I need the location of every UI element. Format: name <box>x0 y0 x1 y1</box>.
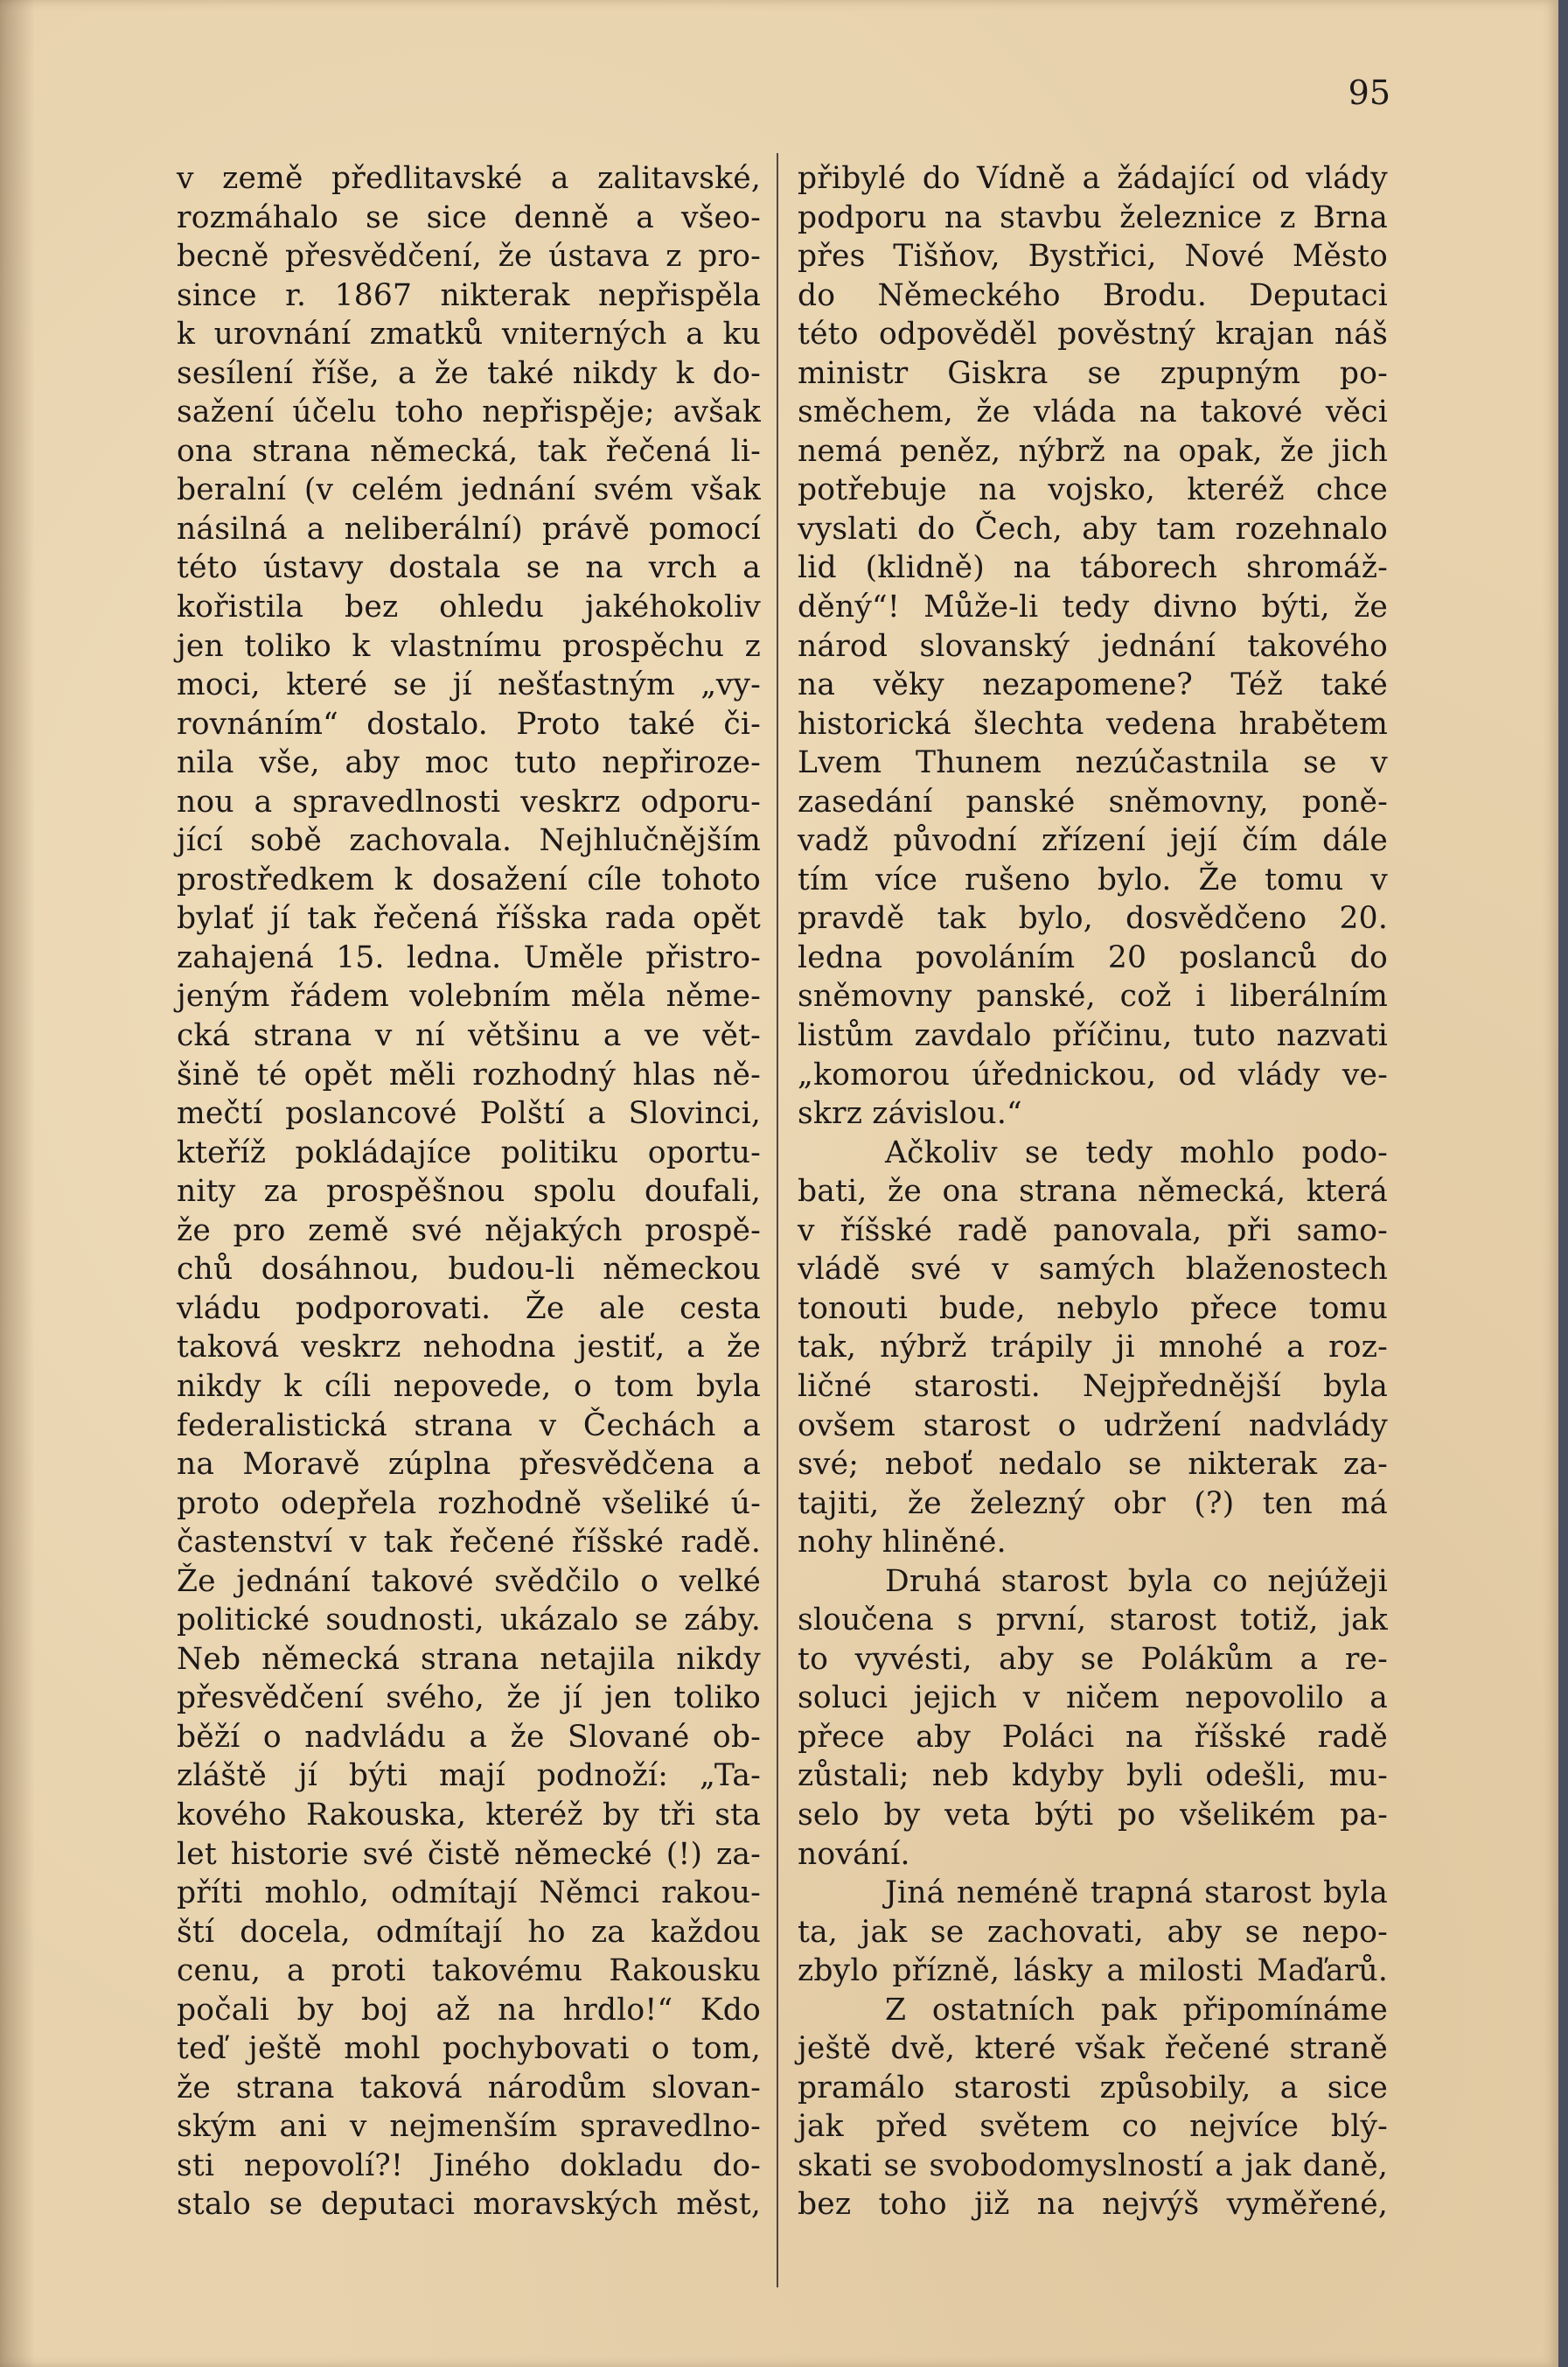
text-line: Neb německá strana netajila nikdy <box>177 1641 761 1677</box>
text-line: že pro země své nějakých prospě- <box>177 1212 761 1248</box>
text-line: teď ještě mohl pochybovati o tom, <box>177 2031 761 2067</box>
text-line: politické soudnosti, ukázalo se záby. <box>177 1602 761 1638</box>
text-line: vyslati do Čech, aby tam rozehnalo <box>798 511 1388 547</box>
text-line: zasedání panské sněmovny, poně- <box>798 784 1388 820</box>
text-line: nity za prospěšnou spolu doufali, <box>177 1174 761 1210</box>
text-line: tonouti bude, nebylo přece tomu <box>798 1290 1388 1326</box>
paragraph-start-line: Druhá starost byla co nejúžeji <box>885 1563 1388 1599</box>
text-line: tak, nýbrž trápily ji mnohé a roz- <box>798 1330 1388 1365</box>
text-line: Že jednání takové svědčilo o velké <box>177 1563 761 1599</box>
text-line: to vyvésti, aby se Polákům a re- <box>798 1641 1388 1677</box>
text-line: mečtí poslancové Polští a Slovinci, <box>177 1096 761 1132</box>
text-line: ona strana německá, tak řečená li- <box>177 433 761 469</box>
text-line: jící sobě zachovala. Nejhlučnějším <box>177 823 761 859</box>
text-line: jak před světem co nejvíce blý- <box>798 2109 1388 2145</box>
text-line: ským ani v nejmenším spravedlno- <box>177 2109 761 2145</box>
text-line: sloučena s první, starost totiž, jak <box>798 1602 1388 1638</box>
text-line: listům zavdalo příčinu, tuto nazvati <box>798 1018 1388 1054</box>
text-line: Lvem Thunem nezúčastnila se v <box>798 745 1388 781</box>
text-line: prostředkem k dosažení cíle tohoto <box>177 862 761 897</box>
text-line: ovšem starost o udržení nadvlády <box>798 1407 1388 1443</box>
text-line: častenství v tak řečené říšské radě. <box>177 1525 761 1561</box>
text-line: skati se svobodomyslností a jak daně, <box>798 2147 1388 2183</box>
text-line: vadž původní zřízení její čím dále <box>798 823 1388 859</box>
text-line: sti nepovolí?! Jiného dokladu do- <box>177 2147 761 2183</box>
page-gutter-shadow <box>0 0 35 2367</box>
text-line: v říšské radě panovala, při samo- <box>798 1212 1388 1248</box>
text-line: přes Tišňov, Bystřici, Nové Město <box>798 239 1388 275</box>
text-line: podporu na stavbu železnice z Brna <box>798 199 1388 235</box>
text-line: zbylo přízně, lásky a milosti Maďarů. <box>798 1953 1388 1989</box>
text-line: přesvědčení svého, že jí jen toliko <box>177 1680 761 1716</box>
text-line: lid (klidně) na táborech shromáž- <box>798 550 1388 586</box>
text-line: ještě dvě, které však řečené straně <box>798 2031 1388 2067</box>
text-line: vládu podporovati. Že ale cesta <box>177 1290 761 1326</box>
text-line: zláště jí býti mají podnoží: „Ta- <box>177 1758 761 1794</box>
text-line: federalistická strana v Čechách a <box>177 1407 761 1443</box>
text-line: kového Rakouska, kteréž by tři sta <box>177 1797 761 1833</box>
text-line: kořistila bez ohledu jakéhokoliv <box>177 590 761 625</box>
column-divider <box>777 153 778 2287</box>
text-line: beralní (v celém jednání svém však <box>177 472 761 508</box>
text-line: této ústavy dostala se na vrch a <box>177 550 761 586</box>
text-line: počali by boj až na hrdlo!“ Kdo <box>177 1992 761 2028</box>
text-line: nikdy k cíli nepovede, o tom byla <box>177 1368 761 1404</box>
text-line: sněmovny panské, což i liberálním <box>798 979 1388 1015</box>
text-line: proto odepřela rozhodně všeliké ú- <box>177 1485 761 1521</box>
text-line: ministr Giskra se zpupným po- <box>798 355 1388 391</box>
text-line: jeným řádem volebním měla něme- <box>177 979 761 1015</box>
text-line: ličné starosti. Nejpřednější byla <box>798 1368 1388 1404</box>
text-line: ští docela, odmítají ho za každou <box>177 1914 761 1950</box>
text-line: pramálo starosti způsobily, a sice <box>798 2070 1388 2105</box>
text-line: let historie své čistě německé (!) za- <box>177 1836 761 1872</box>
text-line: taková veskrz nehodna jestiť, a že <box>177 1330 761 1365</box>
text-line: vládě své v samých blaženostech <box>798 1252 1388 1288</box>
text-line: zahajená 15. ledna. Uměle přistro- <box>177 939 761 975</box>
left-text-column <box>177 159 761 2224</box>
text-line: cenu, a proti takovému Rakousku <box>177 1953 761 1989</box>
text-line: soluci jejich v ničem nepovolilo a <box>798 1680 1388 1716</box>
text-line: bylať jí tak řečená říšska rada opět <box>177 901 761 937</box>
text-line: na věky nezapomene? Též také <box>798 667 1388 703</box>
text-line: stalo se deputaci moravských měst, <box>177 2187 761 2223</box>
text-line: potřebuje na vojsko, kteréž chce <box>798 472 1388 508</box>
text-line: moci, které se jí nešťastným „vy- <box>177 667 761 703</box>
text-line: rovnáním“ dostalo. Proto také či- <box>177 706 761 742</box>
text-line: since r. 1867 nikterak nepřispěla <box>177 277 761 313</box>
text-line: přece aby Poláci na říšské radě <box>798 1719 1388 1755</box>
text-line: becně přesvědčení, že ústava z pro- <box>177 239 761 275</box>
text-line: nemá peněz, nýbrž na opak, že jich <box>798 433 1388 469</box>
page-number: 95 <box>1348 73 1390 112</box>
text-line: v země předlitavské a zalitavské, <box>177 161 761 196</box>
text-line: cká strana v ní většinu a ve vět- <box>177 1018 761 1054</box>
text-line: k urovnání zmatků vniterných a ku <box>177 317 761 353</box>
paragraph-start-line: Ačkoliv se tedy mohlo podo- <box>885 1135 1388 1170</box>
text-line: selo by veta býti po všelikém pa- <box>798 1797 1388 1833</box>
text-line: rozmáhalo se sice denně a všeo- <box>177 199 761 235</box>
text-line: sesílení říše, a že také nikdy k do- <box>177 355 761 391</box>
text-line: bati, že ona strana německá, která <box>798 1174 1388 1210</box>
text-line: historická šlechta vedena hrabětem <box>798 706 1388 742</box>
text-line: na Moravě zúplna přesvědčena a <box>177 1447 761 1483</box>
text-line: nování. <box>798 1836 910 1872</box>
text-line: sažení účelu toho nepřispěje; avšak <box>177 394 761 430</box>
text-line: „komorou úřednickou, od vlády ve- <box>798 1057 1388 1093</box>
text-line: pravdě tak bylo, dosvědčeno 20. <box>798 901 1388 937</box>
text-line: běží o nadvládu a že Slované ob- <box>177 1719 761 1755</box>
text-line: násilná a neliberální) právě pomocí <box>177 511 761 547</box>
text-line: nohy hliněné. <box>798 1525 1007 1561</box>
text-line: bez toho již na nejvýš vyměřené, <box>798 2187 1388 2223</box>
paragraph-start-line: Z ostatních pak připomínáme <box>885 1992 1388 2028</box>
text-line: národ slovanský jednání takového <box>798 628 1388 664</box>
text-line: do Německého Brodu. Deputaci <box>798 277 1388 313</box>
text-line: že strana taková národům slovan- <box>177 2070 761 2105</box>
text-line: chů dosáhnou, budou-li německou <box>177 1252 761 1288</box>
paragraph-start-line: Jiná neméně trapná starost byla <box>885 1875 1388 1911</box>
text-line: zůstali; neb kdyby byli odešli, mu- <box>798 1758 1388 1794</box>
text-line: příti mohlo, odmítají Němci rakou- <box>177 1875 761 1911</box>
text-line: nila vše, aby moc tuto nepřiroze- <box>177 745 761 781</box>
text-line: nou a spravedlnosti veskrz odporu- <box>177 784 761 820</box>
text-line: směchem, že vláda na takové věci <box>798 394 1388 430</box>
text-line: kteříž pokládajíce politiku oportu- <box>177 1135 761 1170</box>
text-line: své; neboť nedalo se nikterak za- <box>798 1447 1388 1483</box>
text-line: šině té opět měli rozhodný hlas ně- <box>177 1057 761 1093</box>
text-line: tajiti, že železný obr (?) ten má <box>798 1485 1388 1521</box>
text-line: jen toliko k vlastnímu prospěchu z <box>177 628 761 664</box>
text-line: přibylé do Vídně a žádající od vlády <box>798 161 1388 196</box>
text-line: ta, jak se zachovati, aby se nepo- <box>798 1914 1388 1950</box>
text-line: této odpověděl pověstný krajan náš <box>798 317 1388 353</box>
text-line: děný“! Může-li tedy divno býti, že <box>798 590 1388 625</box>
text-line: skrz závislou.“ <box>798 1096 1022 1132</box>
text-line: ledna povoláním 20 poslanců do <box>798 939 1388 975</box>
text-line: tím více rušeno bylo. Že tomu v <box>798 862 1388 897</box>
right-text-column <box>798 159 1388 2224</box>
